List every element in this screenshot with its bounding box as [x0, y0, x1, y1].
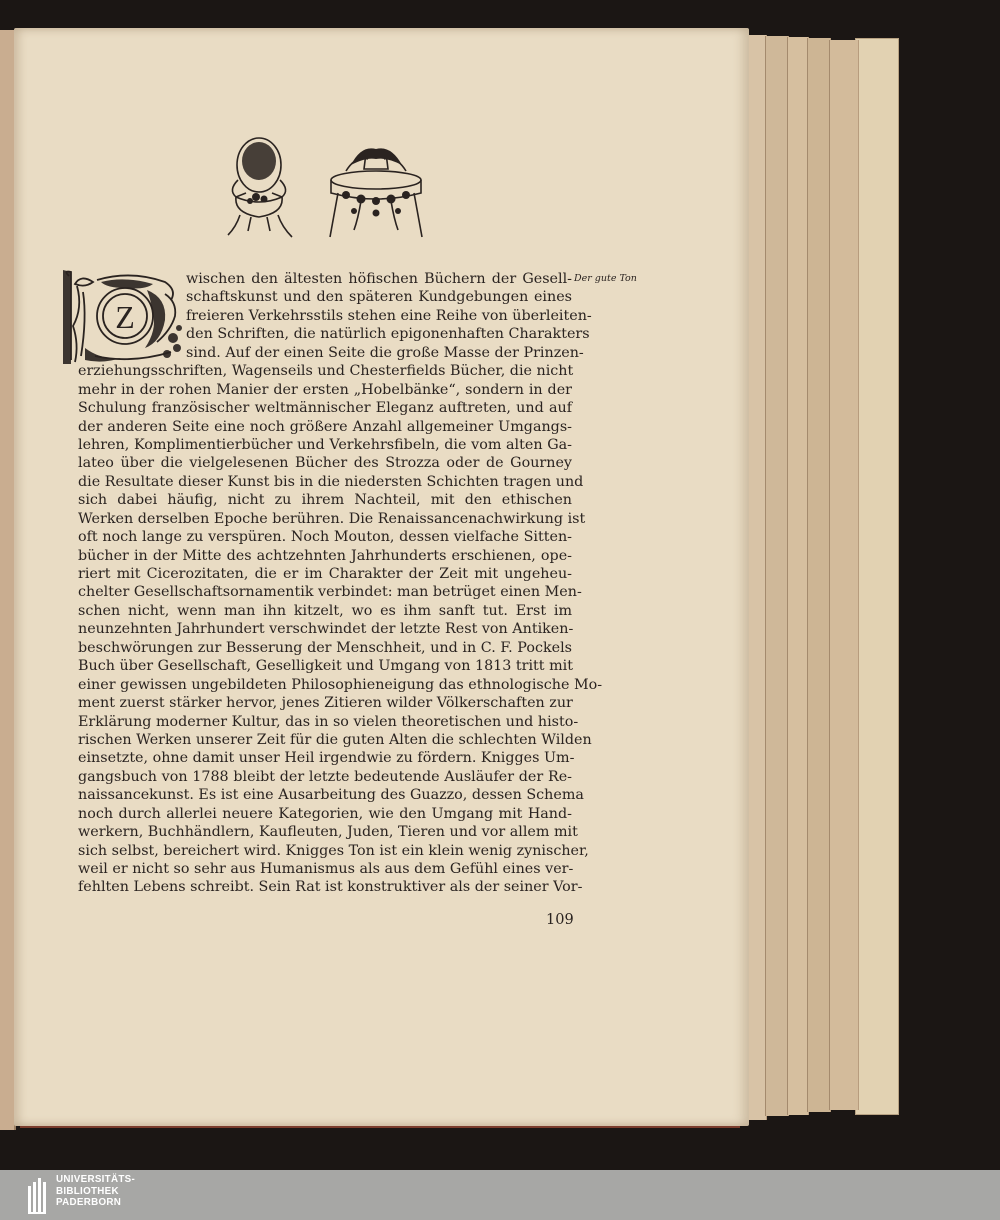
text-line: den Schriften, die natürlich epigonenhaften Charakters: [186, 326, 590, 343]
text-line: lateo über die vielgelesenen Bücher des Strozza oder de Gourney: [78, 455, 572, 472]
text-line: mehr in der rohen Manier der ersten „Hobelbänke“, sondern in der: [78, 381, 572, 398]
text-line: neunzehnten Jahrhundert verschwindet der letzte Rest von Antiken-: [78, 621, 574, 638]
book-cover-edge: [855, 38, 899, 1115]
text-line: schaftskunst und den späteren Kundgebungen eines: [186, 289, 572, 306]
library-name-line: UNIVERSITÄTS-: [56, 1174, 136, 1185]
marginal-note: Der gute Ton: [574, 273, 637, 284]
text-line: Buch über Gesellschaft, Geselligkeit und Umgang von 1813 tritt mit: [78, 658, 573, 675]
text-line: Schulung französischer weltmännischer Eleganz auftreten, und auf: [78, 400, 572, 417]
text-line: lehren, Komplimentierbücher und Verkehrsfibeln, die vom alten Ga-: [78, 436, 572, 453]
text-line: riert mit Cicerozitaten, die er im Charakter der Zeit mit ungeheu-: [78, 566, 572, 582]
library-name-line: PADERBORN: [56, 1197, 122, 1208]
text-line: sich dabei häufig, nicht zu ihrem Nachteil, mit den ethischen: [78, 492, 572, 509]
page-stack-edge: [765, 36, 789, 1116]
page-stack-edge: [787, 37, 809, 1115]
text-line: bücher in der Mitte des achtzehnten Jahrhunderts erschienen, ope-: [78, 547, 572, 564]
library-name: [56, 1174, 135, 1209]
drop-cap-letter: Z: [115, 299, 135, 335]
text-line: naissancekunst. Es ist eine Ausarbeitung des Guazzo, dessen Schema: [78, 787, 584, 804]
library-footer-bar: [0, 1170, 1000, 1220]
text-line: sind. Auf der einen Seite die große Masse der Prinzen-: [186, 344, 584, 361]
text-line: Werken derselben Epoche berühren. Die Renaissancenachwirkung ist: [78, 510, 586, 527]
text-line: gangsbuch von 1788 bleibt der letzte bedeutende Ausläufer der Re-: [78, 768, 572, 785]
library-name-line: BIBLIOTHEK: [56, 1185, 119, 1197]
text-line: ment zuerst stärker hervor, jenes Zitieren wilder Völkerschaften zur: [78, 695, 573, 712]
text-line: sich selbst, bereichert wird. Knigges Ton ist ein klein wenig zynischer,: [78, 842, 589, 859]
text-line: freieren Verkehrsstils stehen eine Reihe von überleiten-: [186, 307, 592, 324]
text-line: noch durch allerlei neuere Kategorien, wie den Umgang mit Hand-: [78, 805, 572, 822]
text-line: oft noch lange zu verspüren. Noch Mouton, dessen vielfache Sitten-: [78, 529, 572, 546]
page-stack-edge: [829, 40, 859, 1110]
body-text: [78, 270, 603, 897]
text-line: Erklärung moderner Kultur, das in so vielen theoretischen und histo-: [78, 713, 579, 730]
text-line: der anderen Seite eine noch größere Anzahl allgemeiner Umgangs-: [78, 418, 572, 435]
library-logo-icon: [28, 1178, 50, 1214]
text-line: erziehungsschriften, Wagenseils und Chesterfields Bücher, die nicht: [78, 363, 574, 380]
text-line: wischen den ältesten höfischen Büchern der Gesell-: [186, 271, 572, 287]
text-line: weil er nicht so sehr aus Humanismus als aus dem Gefühl eines ver-: [78, 861, 574, 877]
text-line: werkern, Buchhändlern, Kaufleuten, Juden, Tieren und vor allem mit: [78, 824, 578, 841]
text-line: beschwörungen zur Besserung der Menschheit, und in C. F. Pockels: [78, 639, 572, 656]
text-line: einsetzte, ohne damit unser Heil irgendwie zu fördern. Knigges Um-: [78, 750, 575, 767]
page-stack-edge: [807, 38, 831, 1112]
text-line: fehlten Lebens schreibt. Sein Rat ist konstruktiver als der seiner Vor-: [78, 879, 583, 896]
text-line: die Resultate dieser Kunst bis in die niedersten Schichten tragen und: [78, 473, 584, 490]
text-line: einer gewissen ungebildeten Philosophieneigung das ethnologische Mo-: [78, 676, 603, 693]
furniture-vignette-illustration: [226, 135, 426, 245]
page-number: 109: [546, 912, 574, 928]
text-line: schen nicht, wenn man ihn kitzelt, wo es ihm sanft tut. Erst im: [78, 602, 572, 619]
text-line: chelter Gesellschaftsornamentik verbindet: man betrüget einen Men-: [78, 584, 582, 601]
text-line: rischen Werken unserer Zeit für die guten Alten die schlechten Wilden: [78, 731, 592, 748]
